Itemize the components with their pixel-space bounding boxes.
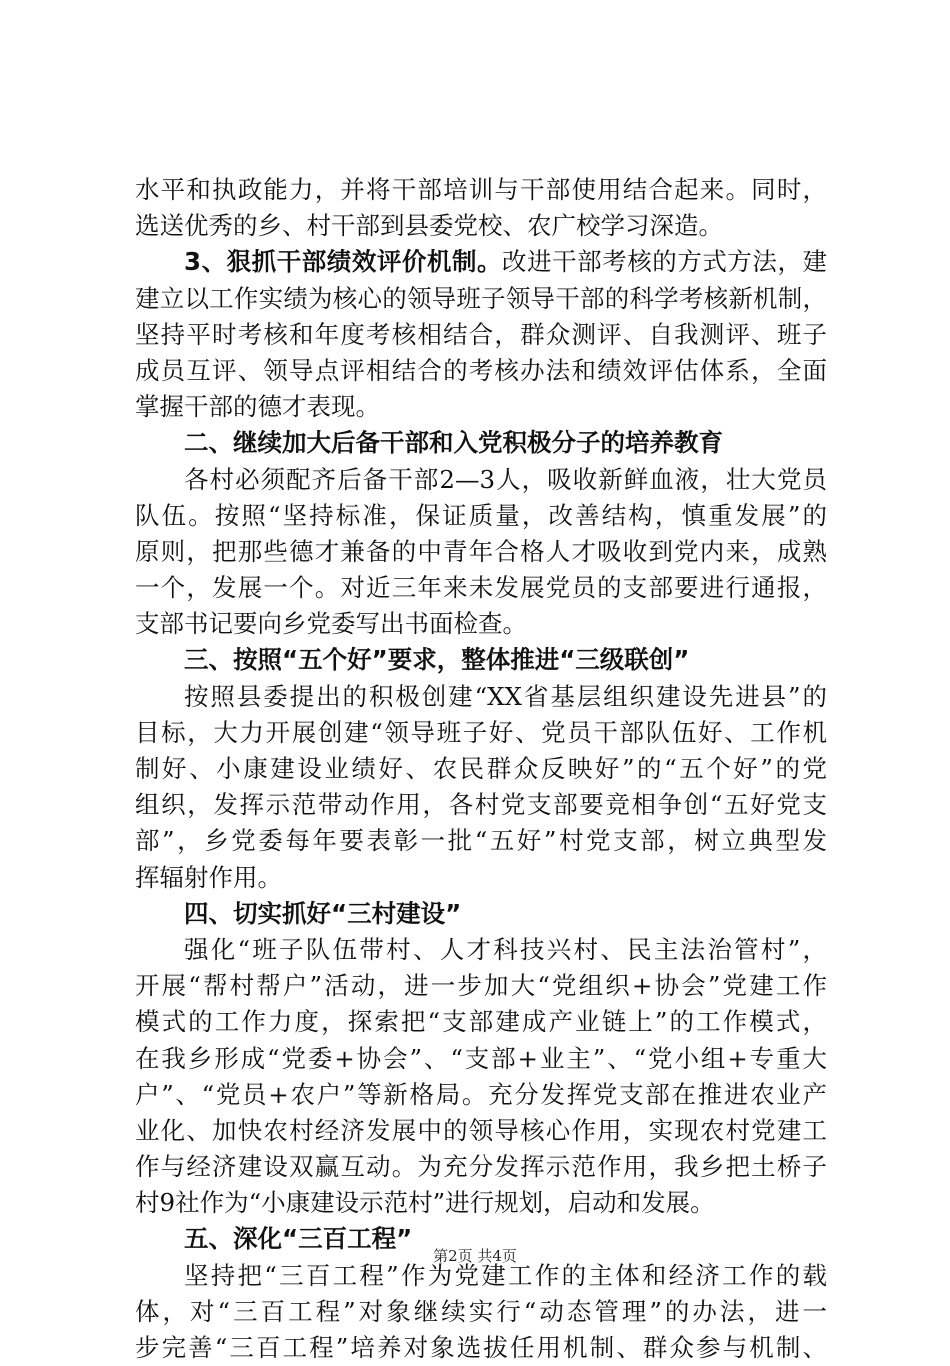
paragraph-line: 业化、加快农村经济发展中的领导核心作用，实现农村党建工 xyxy=(135,1115,827,1145)
paragraph-line: 各村必须配齐后备干部2—3人，吸收新鲜血液，壮大党员 xyxy=(184,464,827,494)
section-heading-4: 四、切实抓好“三村建设” xyxy=(184,898,462,928)
document-body xyxy=(135,172,827,1366)
paragraph-line: 队伍。按照“坚持标准，保证质量，改善结构，慎重发展”的 xyxy=(135,500,827,530)
paragraph-line: 成员互评、领导点评相结合的考核办法和绩效评估体系，全面 xyxy=(135,355,827,385)
paragraph-line: 选送优秀的乡、村干部到县委党校、农广校学习深造。 xyxy=(135,211,723,241)
paragraph-line: 目标，大力开展创建“领导班子好、党员干部队伍好、工作机 xyxy=(135,717,827,747)
paragraph-line: 支部书记要向乡党委写出书面检查。 xyxy=(135,609,527,639)
paragraph-line: 部”，乡党委每年要表彰一批“五好”村党支部，树立典型发 xyxy=(135,826,827,856)
paragraph-line: 水平和执政能力，并将干部培训与干部使用结合起来。同时， xyxy=(135,175,827,204)
paragraph-line: 模式的工作力度，探索把“支部建成产业链上”的工作模式， xyxy=(135,1007,827,1037)
paragraph-line: 建立以工作实绩为核心的领导班子领导干部的科学考核新机制， xyxy=(135,283,827,313)
section-heading-3: 三、按照“五个好”要求，整体推进“三级联创” xyxy=(184,645,690,675)
page-number-footer: 第2页 共4页 xyxy=(433,1247,517,1265)
paragraph-line: 制好、小康建设业绩好、农民群众反映好”的“五个好”的党 xyxy=(135,754,827,783)
paragraph-line: 体，对“三百工程”对象继续实行“动态管理”的办法，进一 xyxy=(135,1296,827,1326)
item-3-line xyxy=(135,244,827,280)
paragraph-line: 开展“帮村帮户”活动，进一步加大“党组织+协会”党建工作 xyxy=(135,971,827,1001)
section-heading-2: 二、继续加大后备干部和入党积极分子的培养教育 xyxy=(184,428,723,458)
paragraph-line: 作与经济建设双赢互动。为充分发挥示范作用，我乡把土桥子 xyxy=(135,1152,827,1182)
paragraph-line: 掌握干部的德才表现。 xyxy=(135,392,380,422)
section-heading-5: 五、深化“三百工程” xyxy=(184,1224,413,1254)
paragraph-line: 坚持把“三百工程”作为党建工作的主体和经济工作的载 xyxy=(184,1260,827,1290)
item-3-heading: 3、狠抓干部绩效评价机制。 xyxy=(184,247,503,277)
paragraph-line: 户”、“党员+农户”等新格局。充分发挥党支部在推进农业产 xyxy=(135,1079,827,1109)
paragraph-line: 一个，发展一个。对近三年来未发展党员的支部要进行通报， xyxy=(135,573,827,603)
paragraph-line: 按照县委提出的积极创建“XX省基层组织建设先进县”的 xyxy=(184,681,827,711)
paragraph-line: 坚持平时考核和年度考核相结合，群众测评、自我测评、班子 xyxy=(135,319,827,349)
paragraph-line: 原则，把那些德才兼备的中青年合格人才吸收到党内来，成熟 xyxy=(135,536,827,566)
paragraph-line: 在我乡形成“党委+协会”、“支部+业主”、“党小组+专重大 xyxy=(135,1043,827,1073)
item-3-text: 改进干部考核的方式方法，建 xyxy=(502,247,827,277)
paragraph-line: 强化“班子队伍带村、人才科技兴村、民主法治管村”， xyxy=(184,934,827,964)
paragraph-line: 村9社作为“小康建设示范村”进行规划，启动和发展。 xyxy=(135,1188,715,1218)
paragraph-line: 步完善“三百工程”培养对象选拔任用机制、群众参与机制、 xyxy=(135,1333,827,1362)
paragraph-line: 挥辐射作用。 xyxy=(135,862,282,892)
paragraph-line: 组织，发挥示范带动作用，各村党支部要竞相争创“五好党支 xyxy=(135,790,827,820)
